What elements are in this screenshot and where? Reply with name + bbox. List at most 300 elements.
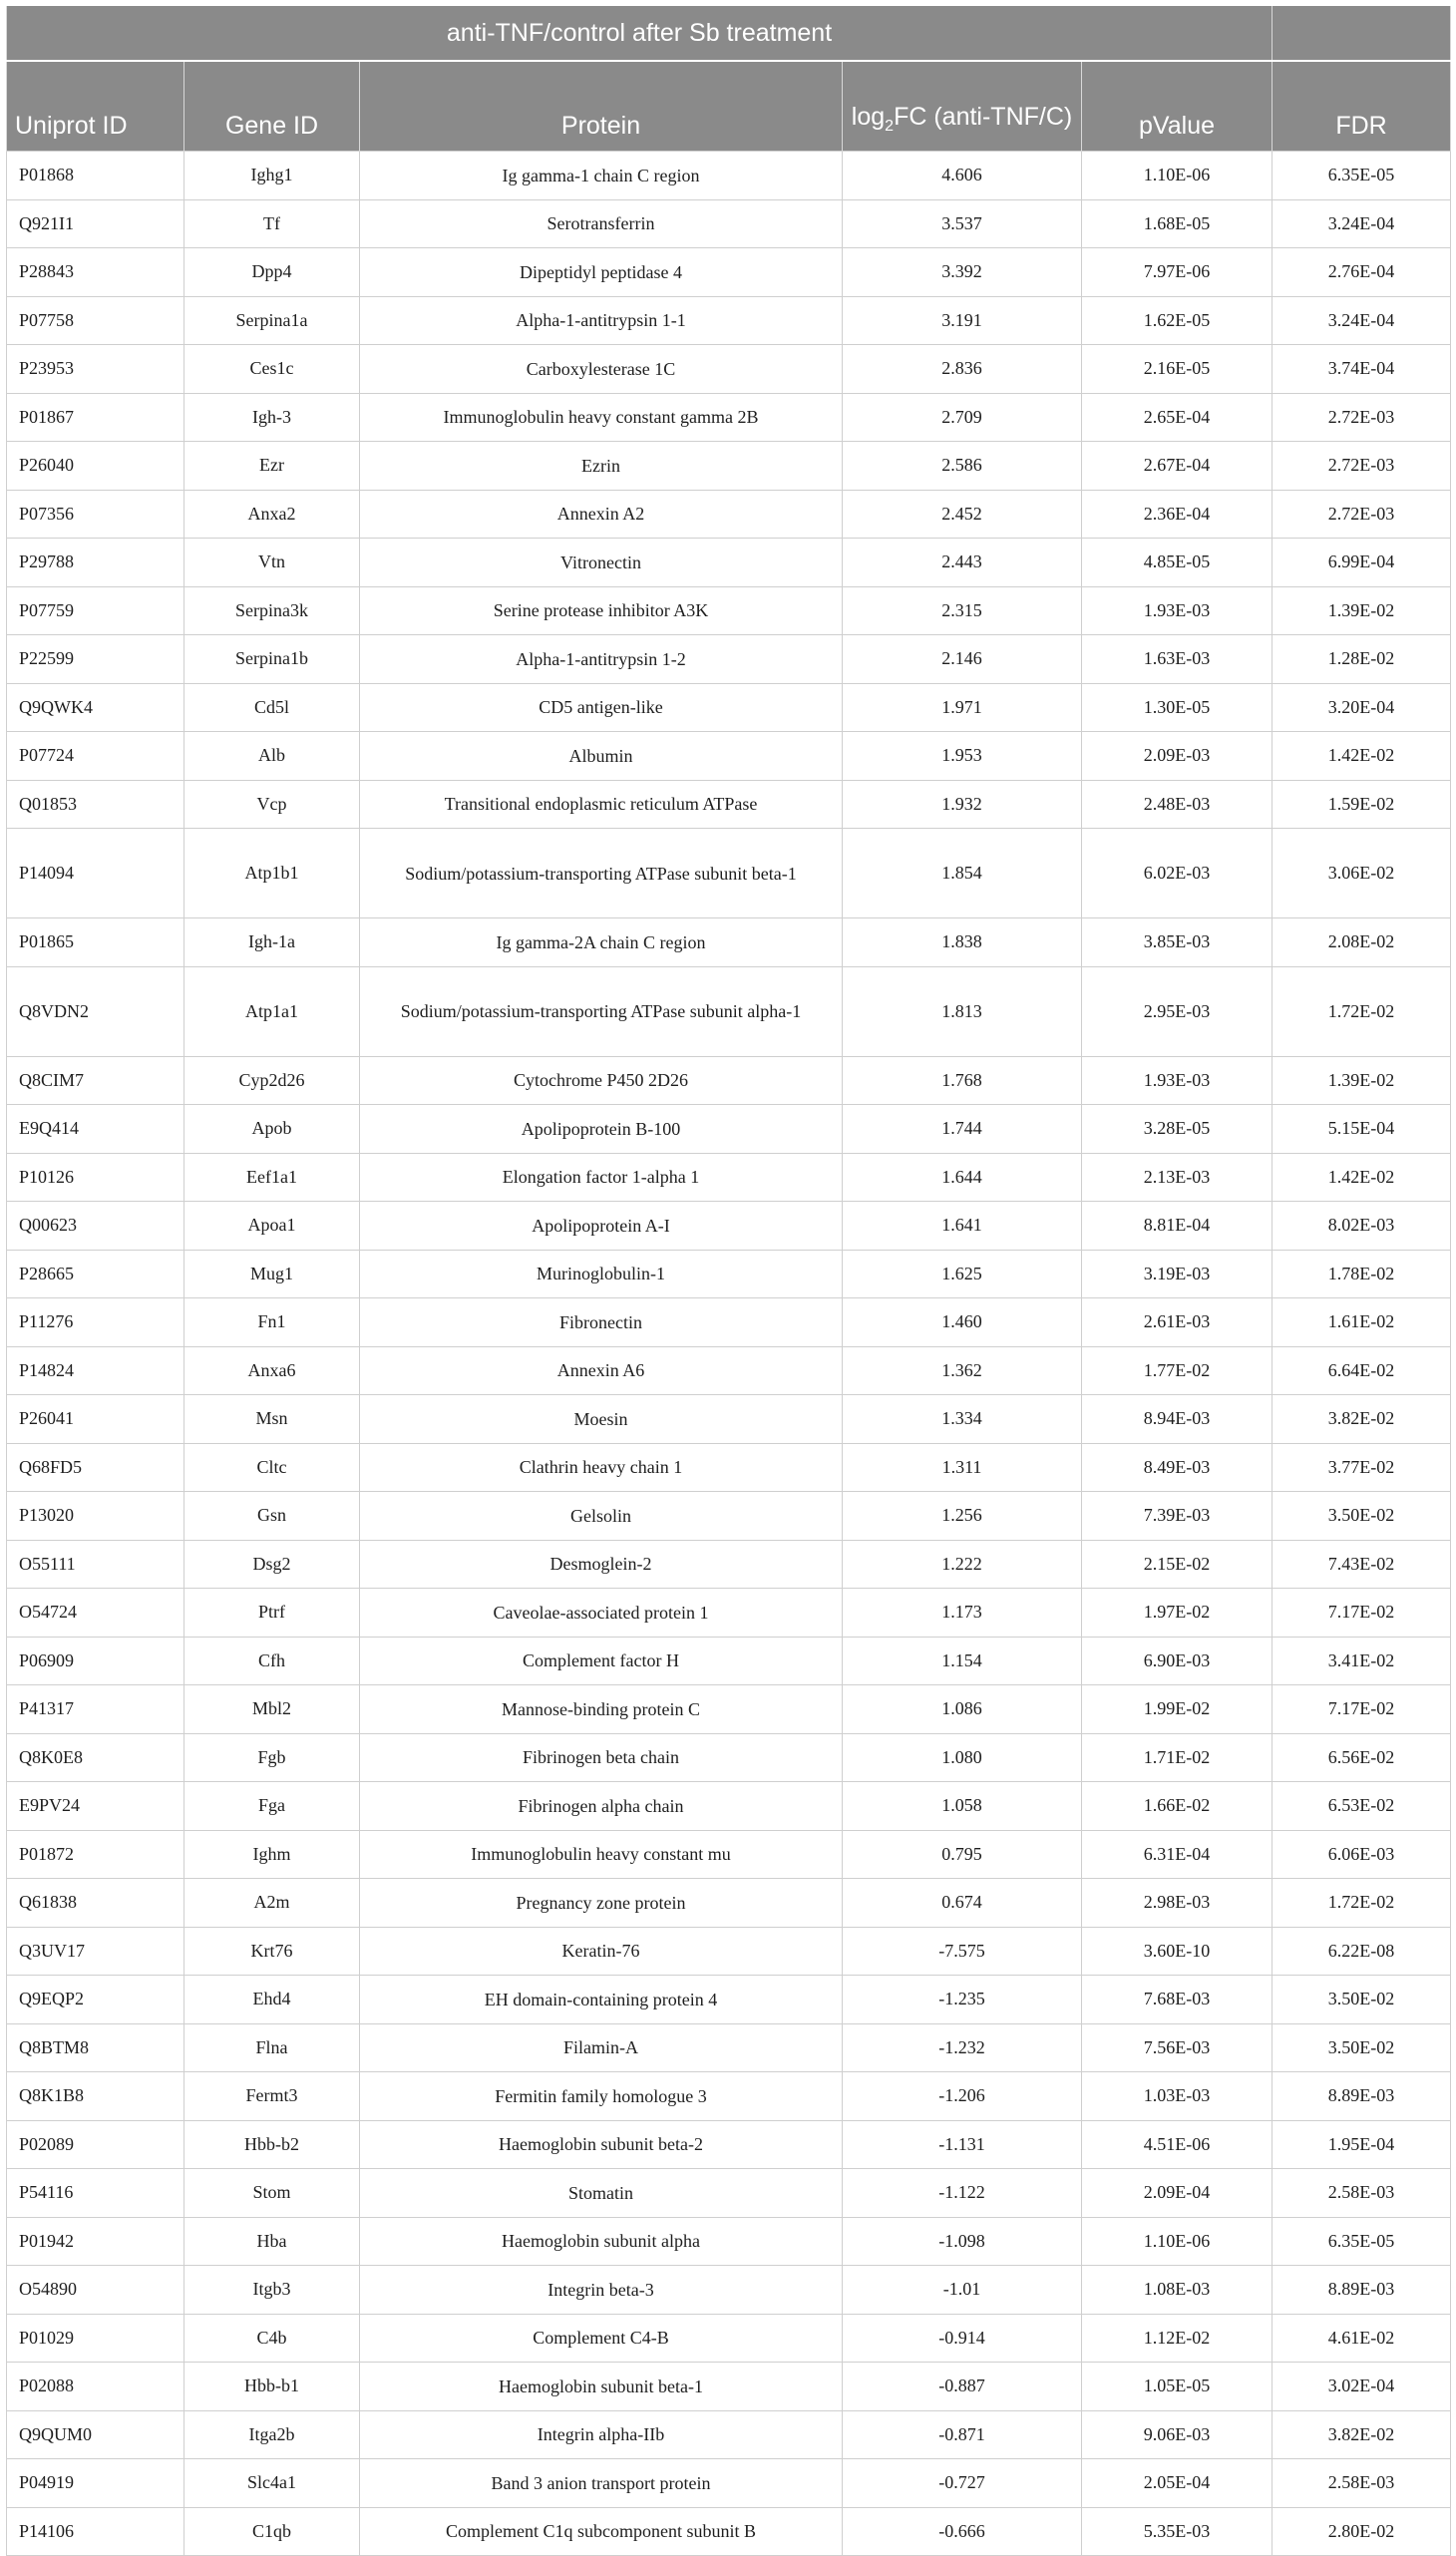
protein-table bbox=[6, 6, 1451, 2556]
cell-log2fc: 1.080 bbox=[843, 1733, 1082, 1782]
cell-protein: Gelsolin bbox=[360, 1492, 843, 1541]
table-row bbox=[7, 1879, 1451, 1928]
cell-fdr: 2.08E-02 bbox=[1273, 918, 1451, 967]
table-row bbox=[7, 2217, 1451, 2266]
cell-uniprot: Q8VDN2 bbox=[7, 966, 184, 1056]
cell-protein: Integrin alpha-IIb bbox=[360, 2410, 843, 2459]
cell-fdr: 6.22E-08 bbox=[1273, 1927, 1451, 1976]
cell-uniprot: Q01853 bbox=[7, 780, 184, 829]
cell-fdr: 3.74E-04 bbox=[1273, 345, 1451, 394]
table-row bbox=[7, 345, 1451, 394]
cell-log2fc: 3.191 bbox=[843, 296, 1082, 345]
cell-fdr: 6.99E-04 bbox=[1273, 539, 1451, 587]
cell-gene: Ptrf bbox=[184, 1589, 360, 1638]
cell-fdr: 1.72E-02 bbox=[1273, 1879, 1451, 1928]
cell-uniprot: Q8BTM8 bbox=[7, 2023, 184, 2072]
cell-gene: Hbb-b2 bbox=[184, 2120, 360, 2169]
cell-log2fc: -0.727 bbox=[843, 2459, 1082, 2508]
cell-fdr: 1.28E-02 bbox=[1273, 635, 1451, 684]
cell-gene: Tf bbox=[184, 199, 360, 248]
cell-gene: Slc4a1 bbox=[184, 2459, 360, 2508]
cell-pvalue: 6.02E-03 bbox=[1082, 829, 1273, 918]
cell-fdr: 1.72E-02 bbox=[1273, 966, 1451, 1056]
cell-gene: Apob bbox=[184, 1105, 360, 1154]
cell-log2fc: 1.644 bbox=[843, 1153, 1082, 1202]
cell-log2fc: 0.674 bbox=[843, 1879, 1082, 1928]
header-uniprot: Uniprot ID bbox=[7, 61, 184, 152]
cell-uniprot: Q68FD5 bbox=[7, 1443, 184, 1492]
cell-uniprot: E9Q414 bbox=[7, 1105, 184, 1154]
cell-fdr: 1.39E-02 bbox=[1273, 1056, 1451, 1105]
cell-fdr: 3.06E-02 bbox=[1273, 829, 1451, 918]
table-row bbox=[7, 1927, 1451, 1976]
cell-gene: Ces1c bbox=[184, 345, 360, 394]
cell-uniprot: P01029 bbox=[7, 2314, 184, 2363]
cell-uniprot: P01867 bbox=[7, 393, 184, 442]
cell-pvalue: 7.56E-03 bbox=[1082, 2023, 1273, 2072]
cell-fdr: 2.58E-03 bbox=[1273, 2459, 1451, 2508]
cell-protein: Albumin bbox=[360, 732, 843, 781]
header-log2fc-sub: 2 bbox=[885, 118, 895, 135]
cell-gene: Anxa6 bbox=[184, 1346, 360, 1395]
cell-log2fc: 1.256 bbox=[843, 1492, 1082, 1541]
cell-pvalue: 2.48E-03 bbox=[1082, 780, 1273, 829]
cell-protein: Transitional endoplasmic reticulum ATPase bbox=[360, 780, 843, 829]
cell-log2fc: -1.235 bbox=[843, 1976, 1082, 2024]
cell-pvalue: 2.61E-03 bbox=[1082, 1298, 1273, 1347]
cell-pvalue: 1.10E-06 bbox=[1082, 152, 1273, 200]
cell-protein: Sodium/potassium-transporting ATPase subunit alpha-1 bbox=[360, 966, 843, 1056]
table-row bbox=[7, 1346, 1451, 1395]
table-row bbox=[7, 1637, 1451, 1685]
cell-gene: Stom bbox=[184, 2169, 360, 2218]
cell-log2fc: 2.146 bbox=[843, 635, 1082, 684]
table-row bbox=[7, 966, 1451, 1056]
cell-log2fc: 1.854 bbox=[843, 829, 1082, 918]
cell-uniprot: E9PV24 bbox=[7, 1782, 184, 1831]
cell-pvalue: 1.63E-03 bbox=[1082, 635, 1273, 684]
cell-log2fc: -0.666 bbox=[843, 2507, 1082, 2556]
cell-pvalue: 8.81E-04 bbox=[1082, 1202, 1273, 1251]
cell-uniprot: P01865 bbox=[7, 918, 184, 967]
cell-log2fc: 0.795 bbox=[843, 1830, 1082, 1879]
cell-pvalue: 7.39E-03 bbox=[1082, 1492, 1273, 1541]
cell-protein: Complement C1q subcomponent subunit B bbox=[360, 2507, 843, 2556]
cell-protein: Annexin A6 bbox=[360, 1346, 843, 1395]
table-row bbox=[7, 2459, 1451, 2508]
cell-uniprot: Q8CIM7 bbox=[7, 1056, 184, 1105]
cell-fdr: 1.95E-04 bbox=[1273, 2120, 1451, 2169]
cell-protein: Stomatin bbox=[360, 2169, 843, 2218]
cell-protein: Filamin-A bbox=[360, 2023, 843, 2072]
cell-log2fc: 1.334 bbox=[843, 1395, 1082, 1444]
table-row bbox=[7, 2410, 1451, 2459]
cell-pvalue: 3.28E-05 bbox=[1082, 1105, 1273, 1154]
cell-gene: Mbl2 bbox=[184, 1685, 360, 1734]
cell-gene: Fn1 bbox=[184, 1298, 360, 1347]
cell-log2fc: 1.744 bbox=[843, 1105, 1082, 1154]
cell-protein: Dipeptidyl peptidase 4 bbox=[360, 248, 843, 297]
cell-fdr: 5.15E-04 bbox=[1273, 1105, 1451, 1154]
cell-gene: Cltc bbox=[184, 1443, 360, 1492]
table-row bbox=[7, 1540, 1451, 1589]
table-row bbox=[7, 1105, 1451, 1154]
table-row bbox=[7, 1733, 1451, 1782]
cell-log2fc: 3.537 bbox=[843, 199, 1082, 248]
cell-log2fc: -7.575 bbox=[843, 1927, 1082, 1976]
cell-log2fc: 1.641 bbox=[843, 1202, 1082, 1251]
cell-fdr: 6.06E-03 bbox=[1273, 1830, 1451, 1879]
cell-pvalue: 4.85E-05 bbox=[1082, 539, 1273, 587]
cell-protein: Caveolae-associated protein 1 bbox=[360, 1589, 843, 1638]
cell-gene: Fgb bbox=[184, 1733, 360, 1782]
cell-protein: Ezrin bbox=[360, 442, 843, 491]
table-row bbox=[7, 1443, 1451, 1492]
cell-gene: Msn bbox=[184, 1395, 360, 1444]
cell-protein: Haemoglobin subunit beta-2 bbox=[360, 2120, 843, 2169]
cell-fdr: 3.02E-04 bbox=[1273, 2363, 1451, 2411]
cell-log2fc: -1.206 bbox=[843, 2072, 1082, 2121]
table-row bbox=[7, 1202, 1451, 1251]
cell-fdr: 3.50E-02 bbox=[1273, 1492, 1451, 1541]
cell-log2fc: 1.768 bbox=[843, 1056, 1082, 1105]
cell-gene: Dpp4 bbox=[184, 248, 360, 297]
cell-pvalue: 1.99E-02 bbox=[1082, 1685, 1273, 1734]
cell-protein: Pregnancy zone protein bbox=[360, 1879, 843, 1928]
table-row bbox=[7, 152, 1451, 200]
table-row bbox=[7, 586, 1451, 635]
cell-protein: Ig gamma-1 chain C region bbox=[360, 152, 843, 200]
cell-pvalue: 1.03E-03 bbox=[1082, 2072, 1273, 2121]
cell-protein: Fibrinogen beta chain bbox=[360, 1733, 843, 1782]
cell-log2fc: 1.362 bbox=[843, 1346, 1082, 1395]
cell-pvalue: 1.66E-02 bbox=[1082, 1782, 1273, 1831]
cell-log2fc: 1.086 bbox=[843, 1685, 1082, 1734]
cell-fdr: 1.42E-02 bbox=[1273, 732, 1451, 781]
cell-pvalue: 9.06E-03 bbox=[1082, 2410, 1273, 2459]
cell-protein: Fibronectin bbox=[360, 1298, 843, 1347]
table-row bbox=[7, 1056, 1451, 1105]
cell-pvalue: 3.85E-03 bbox=[1082, 918, 1273, 967]
cell-uniprot: P01872 bbox=[7, 1830, 184, 1879]
cell-pvalue: 1.93E-03 bbox=[1082, 1056, 1273, 1105]
cell-uniprot: P29788 bbox=[7, 539, 184, 587]
cell-pvalue: 1.10E-06 bbox=[1082, 2217, 1273, 2266]
cell-log2fc: -1.232 bbox=[843, 2023, 1082, 2072]
header-log2fc-suffix: FC (anti-TNF/C) bbox=[894, 103, 1073, 131]
table-row bbox=[7, 829, 1451, 918]
cell-log2fc: -1.131 bbox=[843, 2120, 1082, 2169]
cell-protein: Murinoglobulin-1 bbox=[360, 1250, 843, 1298]
cell-log2fc: 1.971 bbox=[843, 683, 1082, 732]
cell-gene: Fermt3 bbox=[184, 2072, 360, 2121]
header-gene: Gene ID bbox=[184, 61, 360, 152]
header-log2fc bbox=[843, 61, 1082, 152]
cell-uniprot: P02089 bbox=[7, 2120, 184, 2169]
cell-uniprot: P28665 bbox=[7, 1250, 184, 1298]
table-row bbox=[7, 683, 1451, 732]
cell-protein: Cytochrome P450 2D26 bbox=[360, 1056, 843, 1105]
title-row bbox=[7, 6, 1451, 61]
table-row bbox=[7, 732, 1451, 781]
table-row bbox=[7, 199, 1451, 248]
table-row bbox=[7, 2120, 1451, 2169]
cell-uniprot: Q8K0E8 bbox=[7, 1733, 184, 1782]
cell-protein: Haemoglobin subunit alpha bbox=[360, 2217, 843, 2266]
cell-gene: Hba bbox=[184, 2217, 360, 2266]
cell-log2fc: -1.01 bbox=[843, 2266, 1082, 2315]
cell-log2fc: 1.932 bbox=[843, 780, 1082, 829]
cell-protein: Apolipoprotein B-100 bbox=[360, 1105, 843, 1154]
cell-gene: Itgb3 bbox=[184, 2266, 360, 2315]
cell-fdr: 3.24E-04 bbox=[1273, 199, 1451, 248]
cell-gene: Hbb-b1 bbox=[184, 2363, 360, 2411]
table-row bbox=[7, 296, 1451, 345]
cell-uniprot: Q9EQP2 bbox=[7, 1976, 184, 2024]
cell-protein: Haemoglobin subunit beta-1 bbox=[360, 2363, 843, 2411]
cell-fdr: 6.64E-02 bbox=[1273, 1346, 1451, 1395]
cell-pvalue: 1.12E-02 bbox=[1082, 2314, 1273, 2363]
cell-log2fc: 1.813 bbox=[843, 966, 1082, 1056]
cell-protein: Clathrin heavy chain 1 bbox=[360, 1443, 843, 1492]
cell-log2fc: 1.838 bbox=[843, 918, 1082, 967]
cell-fdr: 3.77E-02 bbox=[1273, 1443, 1451, 1492]
cell-fdr: 7.43E-02 bbox=[1273, 1540, 1451, 1589]
cell-log2fc: 1.222 bbox=[843, 1540, 1082, 1589]
cell-uniprot: Q3UV17 bbox=[7, 1927, 184, 1976]
cell-uniprot: P14094 bbox=[7, 829, 184, 918]
table-row bbox=[7, 442, 1451, 491]
cell-uniprot: O54724 bbox=[7, 1589, 184, 1638]
cell-gene: Cyp2d26 bbox=[184, 1056, 360, 1105]
cell-protein: Annexin A2 bbox=[360, 490, 843, 539]
cell-pvalue: 2.65E-04 bbox=[1082, 393, 1273, 442]
cell-fdr: 8.89E-03 bbox=[1273, 2072, 1451, 2121]
cell-uniprot: P23953 bbox=[7, 345, 184, 394]
cell-gene: Eef1a1 bbox=[184, 1153, 360, 1202]
cell-log2fc: -0.871 bbox=[843, 2410, 1082, 2459]
cell-log2fc: 2.836 bbox=[843, 345, 1082, 394]
cell-gene: Alb bbox=[184, 732, 360, 781]
cell-uniprot: Q921I1 bbox=[7, 199, 184, 248]
cell-log2fc: -0.914 bbox=[843, 2314, 1082, 2363]
table-row bbox=[7, 2266, 1451, 2315]
table-container bbox=[6, 6, 1450, 2556]
cell-protein: Vitronectin bbox=[360, 539, 843, 587]
table-row bbox=[7, 780, 1451, 829]
cell-protein: Fibrinogen alpha chain bbox=[360, 1782, 843, 1831]
table-title: anti-TNF/control after Sb treatment bbox=[7, 6, 1273, 61]
table-row bbox=[7, 1976, 1451, 2024]
table-row bbox=[7, 1298, 1451, 1347]
cell-pvalue: 2.98E-03 bbox=[1082, 1879, 1273, 1928]
cell-protein: CD5 antigen-like bbox=[360, 683, 843, 732]
cell-log2fc: -1.098 bbox=[843, 2217, 1082, 2266]
cell-uniprot: P02088 bbox=[7, 2363, 184, 2411]
cell-fdr: 7.17E-02 bbox=[1273, 1589, 1451, 1638]
table-row bbox=[7, 2023, 1451, 2072]
header-log2fc-prefix: log bbox=[851, 103, 886, 131]
cell-fdr: 7.17E-02 bbox=[1273, 1685, 1451, 1734]
cell-log2fc: -0.887 bbox=[843, 2363, 1082, 2411]
cell-pvalue: 2.13E-03 bbox=[1082, 1153, 1273, 1202]
cell-pvalue: 4.51E-06 bbox=[1082, 2120, 1273, 2169]
cell-log2fc: 1.460 bbox=[843, 1298, 1082, 1347]
cell-gene: Serpina1a bbox=[184, 296, 360, 345]
table-row bbox=[7, 1153, 1451, 1202]
table-row bbox=[7, 2314, 1451, 2363]
cell-pvalue: 2.09E-03 bbox=[1082, 732, 1273, 781]
cell-protein: Complement C4-B bbox=[360, 2314, 843, 2363]
cell-gene: Apoa1 bbox=[184, 1202, 360, 1251]
cell-fdr: 1.78E-02 bbox=[1273, 1250, 1451, 1298]
cell-uniprot: P07758 bbox=[7, 296, 184, 345]
cell-uniprot: P06909 bbox=[7, 1637, 184, 1685]
table-row bbox=[7, 2169, 1451, 2218]
cell-fdr: 6.56E-02 bbox=[1273, 1733, 1451, 1782]
cell-protein: Sodium/potassium-transporting ATPase subunit beta-1 bbox=[360, 829, 843, 918]
cell-uniprot: P13020 bbox=[7, 1492, 184, 1541]
cell-fdr: 6.35E-05 bbox=[1273, 2217, 1451, 2266]
cell-fdr: 3.20E-04 bbox=[1273, 683, 1451, 732]
cell-uniprot: O54890 bbox=[7, 2266, 184, 2315]
table-row bbox=[7, 1589, 1451, 1638]
cell-protein: Keratin-76 bbox=[360, 1927, 843, 1976]
cell-fdr: 3.50E-02 bbox=[1273, 2023, 1451, 2072]
cell-fdr: 3.24E-04 bbox=[1273, 296, 1451, 345]
cell-gene: Serpina1b bbox=[184, 635, 360, 684]
table-row bbox=[7, 1250, 1451, 1298]
cell-gene: Serpina3k bbox=[184, 586, 360, 635]
cell-protein: Band 3 anion transport protein bbox=[360, 2459, 843, 2508]
cell-pvalue: 8.49E-03 bbox=[1082, 1443, 1273, 1492]
cell-fdr: 6.35E-05 bbox=[1273, 152, 1451, 200]
cell-log2fc: 2.586 bbox=[843, 442, 1082, 491]
cell-uniprot: O55111 bbox=[7, 1540, 184, 1589]
cell-uniprot: P07356 bbox=[7, 490, 184, 539]
table-row bbox=[7, 918, 1451, 967]
cell-uniprot: P07759 bbox=[7, 586, 184, 635]
cell-gene: Fga bbox=[184, 1782, 360, 1831]
cell-gene: A2m bbox=[184, 1879, 360, 1928]
cell-pvalue: 1.05E-05 bbox=[1082, 2363, 1273, 2411]
cell-fdr: 3.82E-02 bbox=[1273, 2410, 1451, 2459]
cell-gene: Krt76 bbox=[184, 1927, 360, 1976]
cell-pvalue: 1.71E-02 bbox=[1082, 1733, 1273, 1782]
cell-fdr: 3.50E-02 bbox=[1273, 1976, 1451, 2024]
cell-pvalue: 1.30E-05 bbox=[1082, 683, 1273, 732]
cell-pvalue: 6.90E-03 bbox=[1082, 1637, 1273, 1685]
cell-log2fc: 1.311 bbox=[843, 1443, 1082, 1492]
cell-uniprot: Q9QWK4 bbox=[7, 683, 184, 732]
table-row bbox=[7, 2507, 1451, 2556]
cell-fdr: 3.82E-02 bbox=[1273, 1395, 1451, 1444]
cell-uniprot: P11276 bbox=[7, 1298, 184, 1347]
cell-log2fc: 2.709 bbox=[843, 393, 1082, 442]
cell-fdr: 2.72E-03 bbox=[1273, 442, 1451, 491]
table-row bbox=[7, 1492, 1451, 1541]
cell-gene: Anxa2 bbox=[184, 490, 360, 539]
table-row bbox=[7, 393, 1451, 442]
cell-uniprot: Q9QUM0 bbox=[7, 2410, 184, 2459]
cell-pvalue: 2.09E-04 bbox=[1082, 2169, 1273, 2218]
cell-uniprot: P14106 bbox=[7, 2507, 184, 2556]
table-row bbox=[7, 1782, 1451, 1831]
cell-gene: Dsg2 bbox=[184, 1540, 360, 1589]
cell-fdr: 2.76E-04 bbox=[1273, 248, 1451, 297]
cell-fdr: 2.58E-03 bbox=[1273, 2169, 1451, 2218]
cell-gene: Igh-3 bbox=[184, 393, 360, 442]
cell-pvalue: 7.97E-06 bbox=[1082, 248, 1273, 297]
cell-log2fc: 1.953 bbox=[843, 732, 1082, 781]
header-pvalue: pValue bbox=[1082, 61, 1273, 152]
cell-gene: Igh-1a bbox=[184, 918, 360, 967]
cell-log2fc: 2.452 bbox=[843, 490, 1082, 539]
table-row bbox=[7, 1395, 1451, 1444]
cell-uniprot: P01942 bbox=[7, 2217, 184, 2266]
cell-protein: Immunoglobulin heavy constant gamma 2B bbox=[360, 393, 843, 442]
cell-log2fc: 3.392 bbox=[843, 248, 1082, 297]
cell-gene: Atp1a1 bbox=[184, 966, 360, 1056]
cell-protein: Apolipoprotein A-I bbox=[360, 1202, 843, 1251]
cell-pvalue: 2.36E-04 bbox=[1082, 490, 1273, 539]
cell-pvalue: 1.93E-03 bbox=[1082, 586, 1273, 635]
cell-protein: Integrin beta-3 bbox=[360, 2266, 843, 2315]
header-protein: Protein bbox=[360, 61, 843, 152]
cell-log2fc: 1.625 bbox=[843, 1250, 1082, 1298]
cell-pvalue: 1.97E-02 bbox=[1082, 1589, 1273, 1638]
cell-gene: Ehd4 bbox=[184, 1976, 360, 2024]
cell-gene: Flna bbox=[184, 2023, 360, 2072]
cell-gene: Gsn bbox=[184, 1492, 360, 1541]
cell-protein: Fermitin family homologue 3 bbox=[360, 2072, 843, 2121]
table-row bbox=[7, 490, 1451, 539]
table-row bbox=[7, 1830, 1451, 1879]
cell-uniprot: Q61838 bbox=[7, 1879, 184, 1928]
cell-log2fc: 1.173 bbox=[843, 1589, 1082, 1638]
cell-uniprot: P28843 bbox=[7, 248, 184, 297]
cell-pvalue: 1.68E-05 bbox=[1082, 199, 1273, 248]
cell-pvalue: 3.60E-10 bbox=[1082, 1927, 1273, 1976]
cell-uniprot: P26041 bbox=[7, 1395, 184, 1444]
cell-log2fc: 2.443 bbox=[843, 539, 1082, 587]
cell-pvalue: 2.16E-05 bbox=[1082, 345, 1273, 394]
table-row bbox=[7, 248, 1451, 297]
cell-gene: Cd5l bbox=[184, 683, 360, 732]
cell-gene: C4b bbox=[184, 2314, 360, 2363]
cell-uniprot: Q8K1B8 bbox=[7, 2072, 184, 2121]
cell-gene: Atp1b1 bbox=[184, 829, 360, 918]
cell-fdr: 8.02E-03 bbox=[1273, 1202, 1451, 1251]
cell-fdr: 1.39E-02 bbox=[1273, 586, 1451, 635]
cell-fdr: 1.42E-02 bbox=[1273, 1153, 1451, 1202]
cell-uniprot: P01868 bbox=[7, 152, 184, 200]
title-blank-cell bbox=[1273, 6, 1451, 61]
cell-protein: Serine protease inhibitor A3K bbox=[360, 586, 843, 635]
cell-pvalue: 2.05E-04 bbox=[1082, 2459, 1273, 2508]
cell-log2fc: 4.606 bbox=[843, 152, 1082, 200]
cell-protein: Desmoglein-2 bbox=[360, 1540, 843, 1589]
cell-pvalue: 1.08E-03 bbox=[1082, 2266, 1273, 2315]
table-row bbox=[7, 1685, 1451, 1734]
cell-pvalue: 8.94E-03 bbox=[1082, 1395, 1273, 1444]
cell-fdr: 1.59E-02 bbox=[1273, 780, 1451, 829]
cell-uniprot: Q00623 bbox=[7, 1202, 184, 1251]
cell-pvalue: 1.62E-05 bbox=[1082, 296, 1273, 345]
cell-log2fc: 1.058 bbox=[843, 1782, 1082, 1831]
header-row bbox=[7, 61, 1451, 152]
cell-pvalue: 3.19E-03 bbox=[1082, 1250, 1273, 1298]
